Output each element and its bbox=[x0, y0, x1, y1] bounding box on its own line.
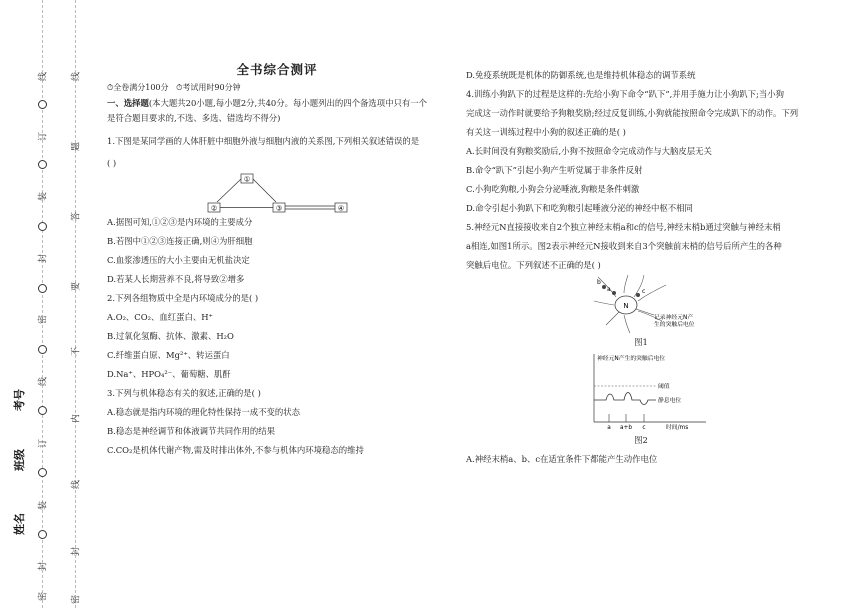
name-label: 姓名 bbox=[13, 513, 26, 535]
tick-a: a bbox=[607, 425, 611, 431]
terminal-b bbox=[602, 285, 606, 289]
seal-char: 密 bbox=[38, 592, 49, 602]
fig1-note-2: 生的突触后电位 bbox=[654, 322, 695, 328]
class-label: 班级 bbox=[13, 449, 26, 471]
seal-line-inner bbox=[75, 0, 76, 608]
seal-circle bbox=[38, 100, 47, 109]
left-column bbox=[107, 64, 447, 456]
q3-option-c: C.CO₂是机体代谢产物,需及时排出体外,不参与机体内环境稳态的维持 bbox=[107, 445, 364, 455]
q5-stem-1: 5.神经元N直接接收来自2个独立神经末梢a和c的信号,神经末梢b通过突触与神经末梢 bbox=[466, 222, 781, 232]
label-a: a bbox=[607, 286, 611, 293]
label-n: N bbox=[623, 302, 629, 310]
q2-stem: 2.下列各组物质中全是内环境成分的是( ) bbox=[107, 293, 259, 303]
figure-1-neuron bbox=[466, 271, 816, 335]
seal-char: 线 bbox=[71, 480, 82, 490]
seal-char: 答 bbox=[71, 212, 82, 222]
seal-char: 封 bbox=[38, 254, 49, 264]
seal-circle bbox=[38, 345, 47, 354]
seal-char: 线 bbox=[38, 377, 49, 387]
exam-time: 考试用时90分钟 bbox=[182, 83, 241, 92]
q1-stem: 1.下图是某同学画的人体肝脏中细胞外液与细胞内液的关系图,下列相关叙述错误的是 bbox=[107, 135, 420, 146]
q3-stem: 3.下列与机体稳态有关的叙述,正确的是( ) bbox=[107, 388, 261, 398]
q1-blank: ( ) bbox=[107, 158, 117, 168]
node-3: ③ bbox=[275, 204, 283, 213]
node-4: ④ bbox=[337, 204, 345, 213]
seal-char: 密 bbox=[38, 315, 49, 325]
seal-circle bbox=[38, 284, 47, 293]
node-2: ② bbox=[210, 204, 218, 213]
seal-circle bbox=[38, 160, 47, 169]
q4-stem-1: 4.训练小狗趴下的过程是这样的:先给小狗下命令“趴下”,并用手施力让小狗趴下;当小狗 bbox=[466, 89, 784, 99]
figure-1-caption: 图1 bbox=[634, 337, 648, 347]
q1-option-c: C.血浆渗透压的大小主要由无机盐决定 bbox=[107, 255, 250, 265]
seal-char: 封 bbox=[38, 562, 49, 572]
exam-number-label: 考号 bbox=[13, 389, 26, 411]
terminal-c bbox=[636, 293, 640, 297]
q4-option-c: C.小狗吃狗粮,小狗会分泌唾液,狗粮是条件刺激 bbox=[466, 184, 640, 194]
tick-ab: a+b bbox=[619, 425, 633, 431]
clock-icon: ⏱ bbox=[107, 83, 114, 92]
threshold-label: 阈值 bbox=[658, 384, 670, 390]
tick-c: c bbox=[642, 425, 646, 431]
seal-char: 密 bbox=[71, 595, 82, 605]
label-c: c bbox=[642, 288, 646, 295]
section-heading bbox=[107, 98, 447, 109]
rest-label: 静息电位 bbox=[658, 398, 682, 404]
figure-2-caption: 图2 bbox=[634, 435, 648, 445]
seal-char: 要 bbox=[71, 282, 82, 292]
label-b: b bbox=[597, 279, 601, 286]
q3-option-a: A.稳态就是指内环境的理化特性保持一成不变的状态 bbox=[107, 407, 300, 417]
section-note-1: (本大题共20小题,每小题2分,共40分。每小题列出的四个备选项中只有一个 bbox=[148, 98, 427, 108]
seal-circle bbox=[38, 222, 47, 231]
seal-char: 装 bbox=[38, 501, 49, 511]
seal-circle bbox=[38, 406, 47, 415]
fig2-ylabel: 神经元N产生的突触后电位 bbox=[597, 356, 666, 362]
figure-2-potential bbox=[466, 352, 816, 432]
fig2-xlabel: 时间/ms bbox=[666, 425, 689, 431]
seal-char: 封 bbox=[71, 547, 82, 557]
arrow-3-1 bbox=[253, 179, 276, 202]
q2-option-b: B.过氧化氢酶、抗体、激素、H₂O bbox=[107, 331, 234, 341]
q4-option-d: D.命令引起小狗趴下和吃狗粮引起唾液分泌的神经中枢不相同 bbox=[466, 203, 693, 213]
q1-diagram bbox=[107, 169, 447, 217]
full-score: 全卷满分100分 bbox=[113, 83, 169, 92]
exam-meta bbox=[107, 82, 447, 93]
arrow-1-2 bbox=[217, 179, 241, 202]
q5-option-a: A.神经末梢a、b、c在适宜条件下都能产生动作电位 bbox=[466, 454, 658, 464]
seal-char: 线 bbox=[71, 72, 82, 82]
seal-circle bbox=[38, 468, 47, 477]
q2-option-c: C.纤维蛋白原、Mg²⁺、转运蛋白 bbox=[107, 350, 230, 360]
seal-line-outer bbox=[42, 0, 43, 608]
seal-circle bbox=[38, 530, 47, 539]
q4-option-a: A.长时间没有狗粮奖励后,小狗不按照命令完成动作与大脑皮层无关 bbox=[466, 146, 712, 156]
terminal-a bbox=[612, 291, 616, 295]
right-column bbox=[466, 70, 816, 465]
section-title: 一、选择题 bbox=[107, 98, 149, 108]
seal-char: 线 bbox=[38, 72, 49, 82]
seal-char: 不 bbox=[71, 347, 82, 357]
fig1-note-1: 记录神经元N产 bbox=[654, 315, 694, 321]
q3-option-d: D.免疫系统既是机体的防御系统,也是维持机体稳态的调节系统 bbox=[466, 70, 696, 80]
seal-char: 题 bbox=[71, 142, 82, 152]
q3-option-b: B.稳态是神经调节和体液调节共同作用的结果 bbox=[107, 426, 275, 436]
q5-stem-2: a相连,如图1所示。图2表示神经元N接收到来自3个突触前末梢的信号后所产生的各种 bbox=[466, 241, 782, 251]
binding-margin bbox=[0, 0, 100, 608]
seal-char: 订 bbox=[38, 132, 49, 142]
q1-option-d: D.若某人长期营养不良,将导致②增多 bbox=[107, 274, 245, 284]
q2-option-a: A.O₂、CO₂、血红蛋白、H⁺ bbox=[107, 312, 213, 322]
q2-option-d: D.Na⁺、HPO₄²⁻、葡萄糖、肌酐 bbox=[107, 369, 231, 379]
clock-icon: ⏱ bbox=[176, 83, 183, 92]
page-title: 全书综合测评 bbox=[236, 62, 318, 77]
q4-stem-2: 完成这一动作时就要给予狗粮奖励;经过反复训练,小狗就能按照命令完成趴下的动作。下列 bbox=[466, 108, 799, 118]
node-1: ① bbox=[243, 175, 251, 184]
q4-stem-3: 有关这一训练过程中小狗的叙述正确的是( ) bbox=[466, 127, 626, 137]
section-note-2: 是符合题目要求的,不选、多选、错选均不得分) bbox=[107, 113, 281, 123]
q1-option-a: A.据图可知,①②③是内环境的主要成分 bbox=[107, 217, 253, 227]
q4-option-b: B.命令“趴下”引起小狗产生听觉属于非条件反射 bbox=[466, 165, 643, 175]
q1-option-b: B.若图中①②③连接正确,则④为肝细胞 bbox=[107, 236, 253, 246]
q5-stem-3: 突触后电位。下列叙述不正确的是( ) bbox=[466, 260, 601, 270]
seal-char: 装 bbox=[38, 192, 49, 202]
seal-char: 订 bbox=[38, 439, 49, 449]
potential-trace bbox=[594, 393, 656, 405]
seal-char: 内 bbox=[71, 414, 82, 424]
